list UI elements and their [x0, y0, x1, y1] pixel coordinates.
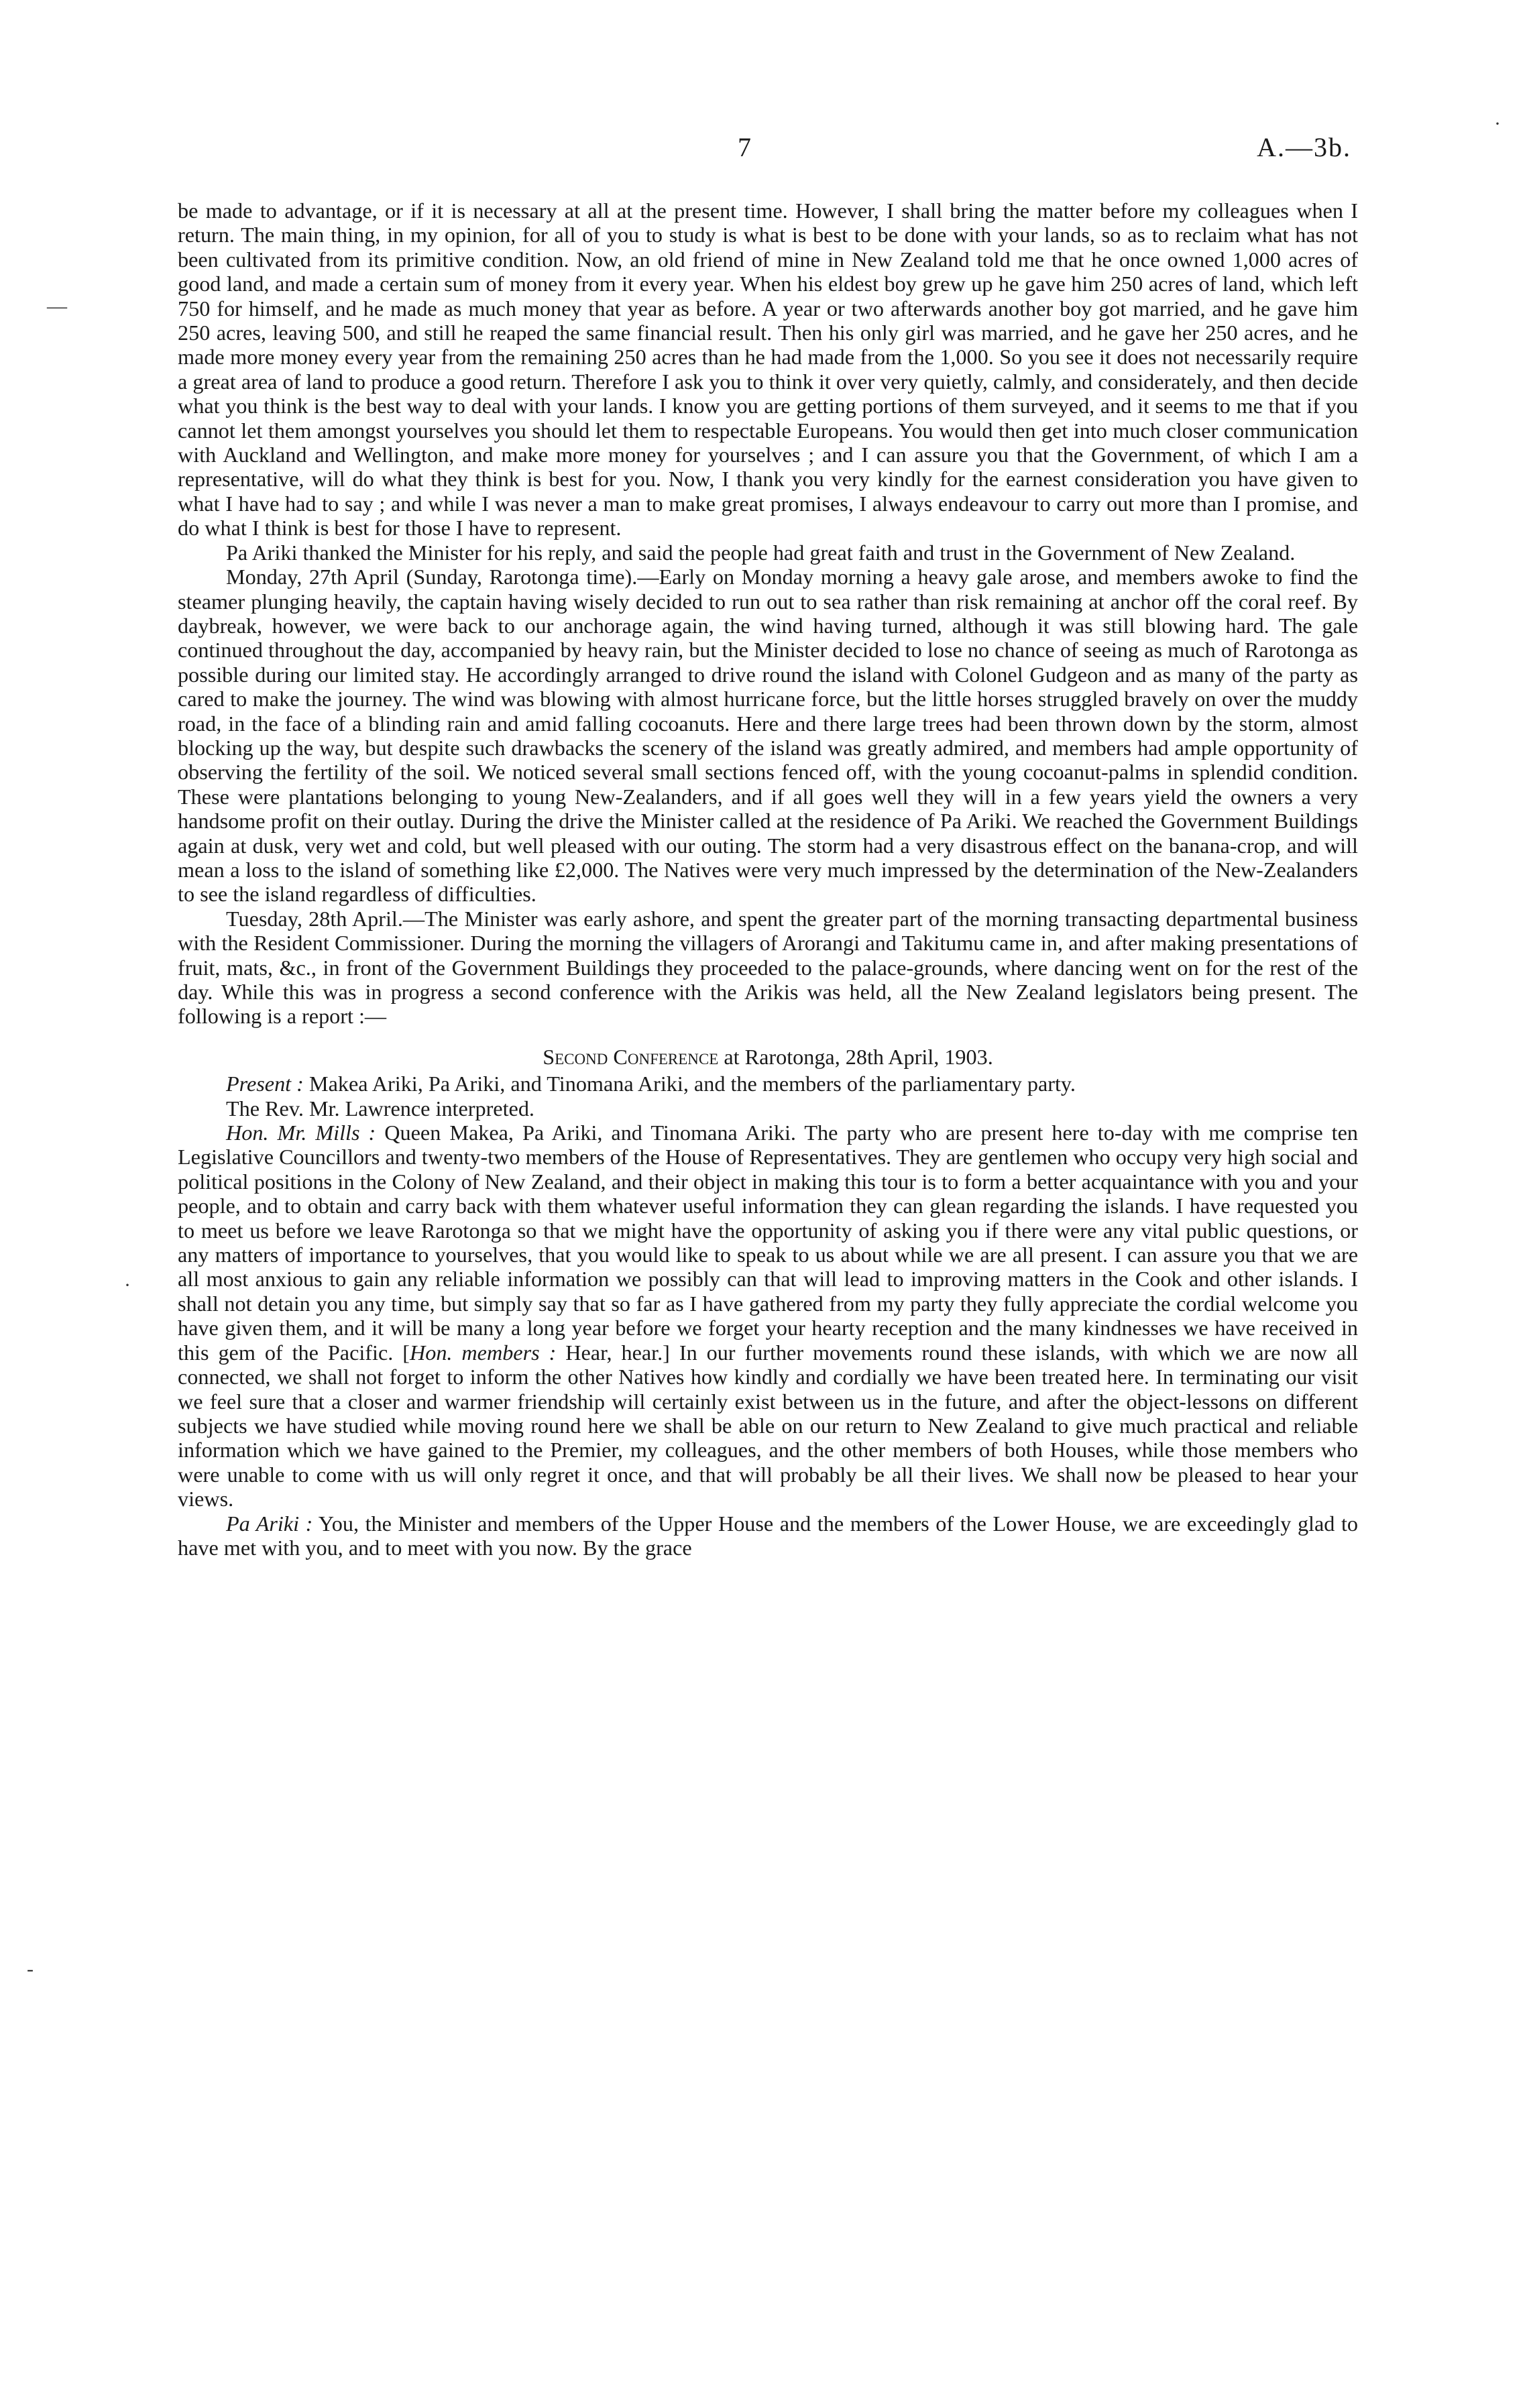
paragraph-continuation: be made to advantage, or if it is necessary at all at the present time. However, I shall bring the matter before my colleagues when I return. The main thing, in my opinion, for all of you to study is what is best to be done with your lands, so as to reclaim what has not been cultivated from its primitive condition. Now, an old friend of mine in New Zealand told me that he once owned 1,000 acres of good land, and made a certain sum of money from it every year. When his eldest boy grew up he gave him 250 acres of land, which left 750 for himself, and he made as much money that year as before. A year or two afterwards another boy got married, and he gave him 250 acres, leaving 500, and still he reaped the same financial result. Then his only girl was married, and he gave her 250 acres, and he made more money every year from the remaining 250 acres than he had made from the 1,000. So you see it does not necessarily require a great area of land to produce a good return. Therefore I ask you to think it over very quietly, calmly, and considerately, and then decide what you think is the best way to deal with your lands. I know you are getting portions of them surveyed, and it seems to me that if you cannot let them amongst yourselves you should let them to respectable Europeans. You would then get into much closer communication with Auckland and Wellington, and make more money for yourselves ; and I can assure you that the Government, of which I am a representative, will do what they think is best for you. Now, I thank you very kindly for the earnest consideration you have given to what I have had to say ; and while I was never a man to make great promises, I always endeavour to carry out more than I promise, and do what I think is best for those I have to represent. [178, 198, 1358, 540]
section-heading-title: Second Conference [543, 1044, 719, 1069]
section-heading [178, 1045, 1358, 1069]
margin-mark: — [47, 295, 67, 317]
paragraph-monday: Monday, 27th April (Sunday, Rarotonga time).—Early on Monday morning a heavy gale arose, and members awoke to find the steamer plunging heavily, the captain having wisely decided to run out to sea rather than risk remaining at anchor off the coral reef. By daybreak, however, we were back to our anchorage again, the wind having turned, although it was still blowing hard. The gale continued throughout the day, accompanied by heavy rain, but the Minister decided to lose no chance of seeing as much of Rarotonga as possible during our limited stay. He accordingly arranged to drive round the island with Colonel Gudgeon and as many of the party as cared to make the journey. The wind was blowing with almost hurricane force, but the little horses struggled bravely on over the muddy road, in the face of a blinding rain and amid falling cocoanuts. Here and there large trees had been thrown down by the storm, almost blocking up the way, but despite such drawbacks the scenery of the island was greatly admired, and members had ample opportunity of observing the fertility of the soil. We noticed several small sections fenced off, with the young cocoanut-palms in splendid condition. These were plantations belonging to young New-Zealanders, and if all goes well they will in a few years yield the owners a very handsome profit on their outlay. During the drive the Minister called at the residence of Pa Ariki. We reached the Government Buildings again at dusk, very wet and cold, but well pleased with our outing. The storm had a very disastrous effect on the banana-crop, and will mean a loss to the island of something like £2,000. The Natives were very much impressed by the determination of the New-Zealanders to see the island regardless of difficulties. [178, 565, 1358, 907]
page-header [0, 131, 1529, 172]
margin-mark: - [27, 1958, 34, 1980]
speaker-pa-ariki: Pa Ariki : [226, 1511, 313, 1536]
section-heading-rest: at Rarotonga, 28th April, 1903. [718, 1044, 993, 1069]
present-label: Present : [226, 1072, 304, 1096]
mills-speech-part1: Queen Makea, Pa Ariki, and Tinomana Ariki. The party who are present here to-day with me comprise ten Legislative Councillors and twenty-two members of the House of Representatives. They are gentlemen who occupy very high social and political positions in the Colony of New Zealand, and their object in making this tour is to form a better acquaintance with you and your people, and to obtain and carry back with them whatever useful information they can glean regarding the islands. I have requested you to meet us before we leave Rarotonga so that we might have the opportunity of asking you if there were any vital public questions, or any matters of importance to yourselves, that you would like to speak to us about while we are all present. I can assure you that we are all most anxious to gain any reliable information we possibly can that will lead to improving matters in the Cook and other islands. I shall not detain you any time, but simply say that so far as I have gathered from my party they fully appreciate the cordial welcome you have given them, and it will be many a long year before we forget your hearty reception and the many kindnesses we have received in this gem of the Pacific. [ [178, 1121, 1358, 1365]
body-text [178, 198, 1358, 1560]
paragraph-pa-ariki-thanks: Pa Ariki thanked the Minister for his reply, and said the people had great faith and trust in the Government of New Zealand. [226, 540, 1296, 565]
interjection-hon-members: Hon. members : [409, 1340, 557, 1365]
paragraph-mills-speech [178, 1121, 1358, 1511]
paragraph-interpreter: The Rev. Mr. Lawrence interpreted. [226, 1096, 534, 1121]
margin-mark: · [124, 1274, 131, 1296]
mills-speech-part2: Hear, hear.] In our further movements round these islands, with which we are now all connected, we shall not forget to inform the other Natives how kindly and cordially we have been treated here. In terminating our visit we feel sure that a closer and warmer friendship will certainly exist between us in the future, and after the object-lessons on different subjects we have studied while moving round here we shall be able on our return to New Zealand to give much practical and reliable information which we have gained to the Premier, my colleagues, and the other members of both Houses, while those members who were unable to come with us will only regret it once, and that will probably be all their lives. We shall now be pleased to hear your views. [178, 1340, 1359, 1511]
speaker-mills: Hon. Mr. Mills : [226, 1121, 376, 1145]
paragraph-pa-ariki-speech [178, 1511, 1358, 1560]
document-reference: A.—3b. [1257, 132, 1351, 162]
margin-mark: · [1494, 113, 1501, 135]
pa-ariki-speech-text: You, the Minister and members of the Upper House and the members of the Lower House, we are exceedingly glad to have met with you, and to meet with you now. By the grace [178, 1511, 1358, 1560]
page-number: 7 [738, 132, 751, 162]
paragraph-tuesday: Tuesday, 28th April.—The Minister was early ashore, and spent the greater part of the morning transacting departmental business with the Resident Commissioner. During the morning the villagers of Arorangi and Takitumu came in, and after making presentations of fruit, mats, &c., in front of the Government Buildings they proceeded to the palace-grounds, where dancing went on for the rest of the day. While this was in progress a second conference with the Arikis was held, all the New Zealand legislators being present. The following is a report :— [178, 906, 1358, 1029]
paragraph-present [178, 1072, 1358, 1096]
present-text: Makea Ariki, Pa Ariki, and Tinomana Ariki, and the members of the parliamentary party. [303, 1072, 1076, 1096]
